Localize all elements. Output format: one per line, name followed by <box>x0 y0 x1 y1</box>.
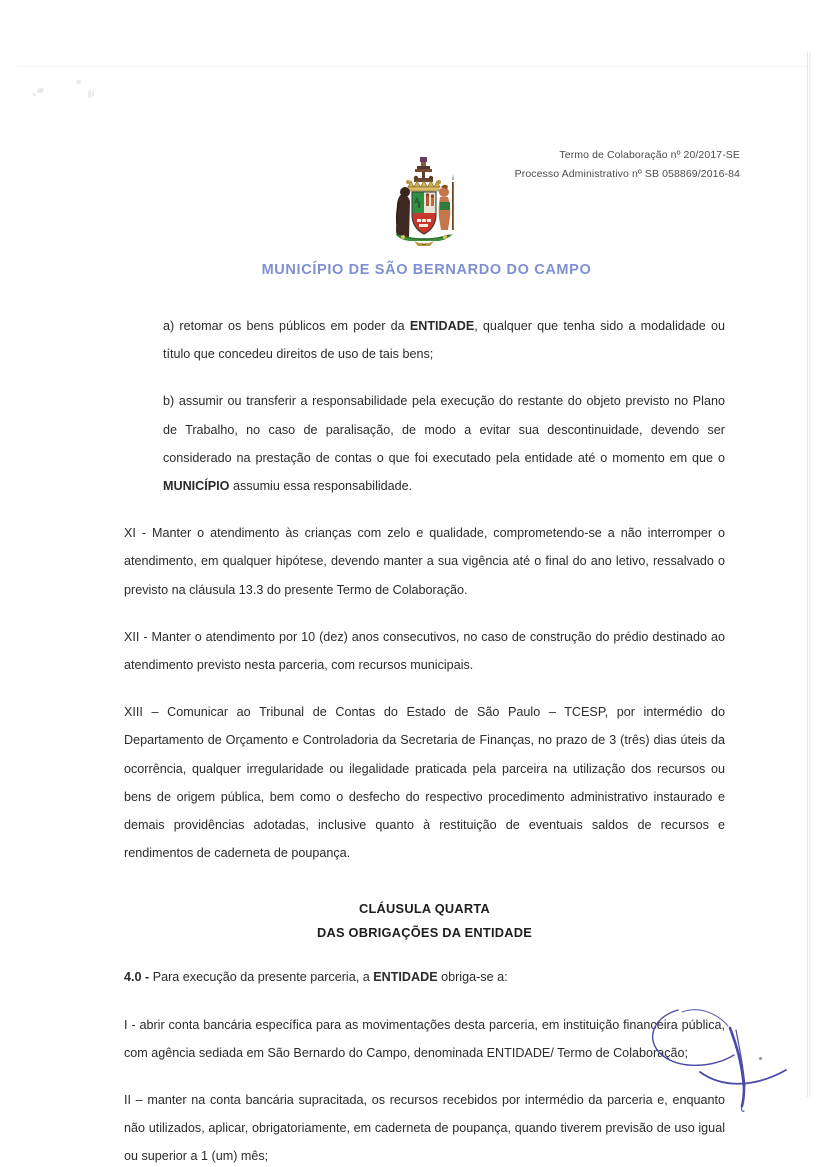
paragraph-item-xii: XII - Manter o atendimento por 10 (dez) anos consecutivos, no caso de construção do prédio destinado ao atendimento previsto nesta parceria, com recursos municipais. <box>124 629 725 673</box>
termo-colaboracao-number: Termo de Colaboração nº 20/2017-SE <box>559 149 740 161</box>
page-edge-right <box>807 52 808 1097</box>
scan-artifact-speck <box>76 80 81 84</box>
paragraph-item-4-0: 4.0 - Para execução da presente parceria, a ENTIDADE obriga-se a: <box>124 970 508 985</box>
clause-heading-line2: DAS OBRIGAÇÕES DA ENTIDADE <box>316 925 533 941</box>
paragraph-item-ii: II – manter na conta bancária supracitada, os recursos recebidos por intermédio da parceria e, enquanto não utilizados, aplicar, obrigatoriamente, em caderneta de poupança, quando tiverem previsão de uso igual ou superior a 1 (um) mês; <box>124 1093 725 1164</box>
paragraph-item-a: a) retomar os bens públicos em poder da ENTIDADE, qualquer que tenha sido a modalidade ou título que concedeu direitos de uso de tais bens; <box>163 319 726 362</box>
page-edge-top <box>18 66 808 67</box>
scan-artifact-speck <box>33 93 36 96</box>
clause-heading <box>124 897 725 945</box>
paragraph-item-xi: XI - Manter o atendimento às crianças com zelo e qualidade, comprometendo-se a não interromper o atendimento, em qualquer hipótese, devendo manter a sua vigência até o final do ano letivo, ressalvado o previsto na cláusula 13.3 do presente Termo de Colaboração. <box>124 526 725 597</box>
document-reference-block <box>515 146 740 184</box>
municipality-title: MUNICÍPIO DE SÃO BERNARDO DO CAMPO <box>261 262 592 278</box>
paragraph-item-xiii: XIII – Comunicar ao Tribunal de Contas do Estado de São Paulo – TCESP, por intermédio do Departamento de Orçamento e Controladoria da Secretaria de Finanças, no prazo de 3 (três) dias úteis da ocorrência, qualquer irregularidade ou ilegalidade praticada pela parceira na utilização dos recursos ou bens de origem pública, bem como o desfecho do respectivo procedimento administrativo instaurado e demais providências adotadas, inclusive quanto à restituição de eventuais saldos de recursos e rendimentos de caderneta de poupança. <box>124 705 725 861</box>
scan-artifact-speck <box>88 90 91 98</box>
paragraph-item-b: b) assumir ou transferir a responsabilidade pela execução do restante do objeto previsto no Plano de Trabalho, no caso de paralisação, de modo a evitar sua descontinuidade, devendo ser considerado na prestação de contas o que foi executado pela entidade até o momento em que o MUNICÍPIO assumiu essa responsabilidade. <box>163 394 725 494</box>
page-edge-right-shadow <box>809 52 811 1097</box>
ink-speck <box>759 1057 762 1060</box>
paragraph-item-i: I - abrir conta bancária específica para as movimentações desta parceria, em instituição financeira pública, com agência sediada em São Bernardo do Campo, denominada ENTIDADE/ Termo de Colaboração; <box>124 1017 725 1060</box>
processo-administrativo-number: Processo Administrativo nº SB 058869/2016-84 <box>514 168 740 180</box>
scan-artifact-speck <box>92 91 94 97</box>
coat-of-arms-icon <box>386 156 462 248</box>
clause-heading-line1: CLÁUSULA QUARTA <box>359 901 490 917</box>
scan-artifact-speck <box>36 87 44 94</box>
document-body <box>124 312 725 1167</box>
